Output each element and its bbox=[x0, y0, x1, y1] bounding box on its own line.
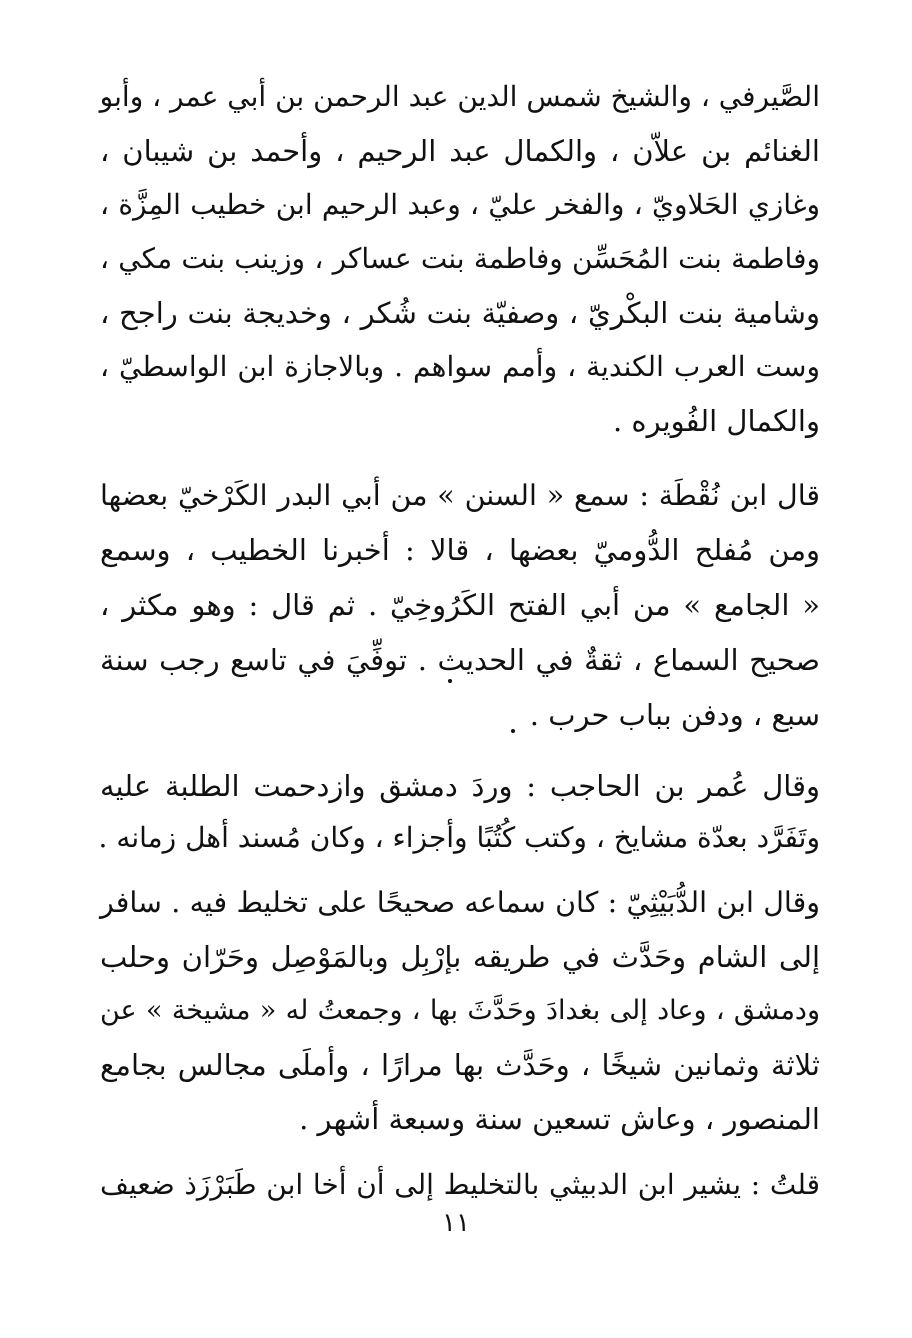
text-line: « الجامع » من أبي الفتح الكَرُوخِيّ . ثم قال : وهو مكثر ، bbox=[100, 588, 820, 622]
ink-speck bbox=[511, 729, 515, 733]
text-line: إلى الشام وحَدَّث في طريقه بإرْبِل وبالمَوْصِل وحَرّان وحلب bbox=[100, 940, 820, 974]
text-line: صحيح السماع ، ثقةٌ في الحديث . توفِّيَ في تاسع رجب سنة bbox=[100, 643, 820, 677]
page-number: ١١ bbox=[442, 1208, 470, 1238]
text-line: وغازي الحَلاويّ ، والفخر عليّ ، وعبد الرحيم ابن خطيب المِزَّة ، bbox=[100, 188, 820, 221]
text-line: وفاطمة بنت المُحَسِّن وفاطمة بنت عساكر ، وزينب بنت مكي ، bbox=[100, 242, 820, 275]
paragraph-ibn-al-dubaythi bbox=[100, 876, 820, 1146]
text-line: وشامية بنت البكْريّ ، وصفيّة بنت شُكر ، وخديجة بنت راجح ، bbox=[100, 296, 820, 330]
text-line: والكمال الفُويره . bbox=[612, 404, 820, 438]
text-line: وقال عُمر بن الحاجب : وردَ دمشق وازدحمت الطلبة عليه bbox=[100, 769, 820, 803]
text-line: المنصور ، وعاش تسعين سنة وسبعة أشهر . bbox=[299, 1102, 820, 1136]
text-line: قال ابن نُقْطَة : سمع « السنن » من أبي البدر الكَرْخيّ بعضها bbox=[100, 479, 820, 512]
text-line: وست العرب الكندية ، وأمم سواهم . وبالاجازة ابن الواسطيّ ، bbox=[100, 350, 820, 383]
text-line: الصَّيرفي ، والشيخ شمس الدين عبد الرحمن بن أبي عمر ، وأبو bbox=[99, 80, 820, 113]
page-body bbox=[100, 70, 820, 1212]
paragraph-ibn-al-hajib bbox=[100, 760, 820, 864]
text-line: قلتُ : يشير ابن الدبيثي بالتخليط إلى أن أخا ابن طَبَرْزَذ ضعيف bbox=[100, 1168, 820, 1201]
text-line: ومن مُفلح الدُّوميّ بعضها ، قالا : أخبرنا الخطيب ، وسمع bbox=[100, 533, 820, 567]
text-line: ثلاثة وثمانين شيخًا ، وحَدَّث بها مرارًا ، وأملَى مجالس بجامع bbox=[100, 1048, 820, 1082]
text-line: وتَفَرَّد بعدّة مشايخ ، وكتب كُتُبًا وأجزاء ، وكان مُسند أهل زمانه . bbox=[98, 821, 820, 854]
text-line: سبع ، ودفن بباب حرب . bbox=[529, 698, 820, 732]
paragraph-teachers bbox=[100, 70, 820, 448]
text-line: ودمشق ، وعاد إلى بغدادَ وحَدَّثَ بها ، وجمعتُ له « مشيخة » عن bbox=[100, 995, 820, 1026]
ink-speck bbox=[448, 679, 452, 683]
paragraph-ibn-nuqta bbox=[100, 468, 820, 743]
text-line: وقال ابن الدُّبَيْثِيّ : كان سماعه صحيحًا على تخليط فيه . سافر bbox=[100, 886, 820, 919]
text-line: الغنائم بن علاّن ، والكمال عبد الرحيم ، وأحمد بن شيبان ، bbox=[100, 134, 820, 168]
paragraph-author-note bbox=[100, 1158, 820, 1212]
